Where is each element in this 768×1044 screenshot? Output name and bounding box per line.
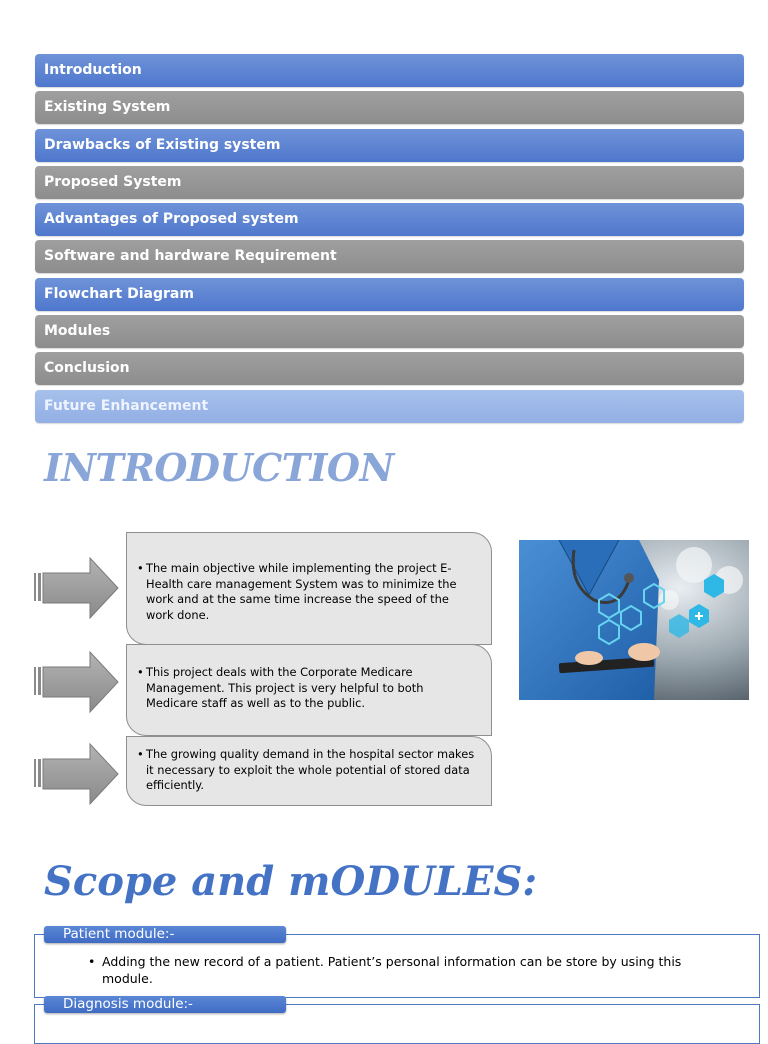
module-tab-patient: Patient module:- — [44, 926, 286, 943]
introduction-title: INTRODUCTION — [44, 445, 394, 490]
scope-title: Scope and mODULES: — [44, 858, 538, 905]
agenda-item-advantages[interactable]: Advantages of Proposed system — [35, 203, 744, 236]
intro-bullet-text: The growing quality demand in the hospital sector makes it necessary to exploit the whole potential of stored data efficiently. — [146, 747, 475, 792]
module-tab-diagnosis: Diagnosis module:- — [44, 996, 286, 1013]
agenda-item-introduction[interactable]: Introduction — [35, 54, 744, 87]
bullet-marker: • — [137, 665, 144, 679]
agenda-item-existing-system[interactable]: Existing System — [35, 91, 744, 124]
bullet-marker: • — [137, 561, 144, 575]
intro-bullet-text: This project deals with the Corporate Medicare Management. This project is very helpful to both Medicare staff as well as to the public. — [146, 665, 424, 710]
agenda-list — [35, 54, 744, 427]
agenda-item-flowchart[interactable]: Flowchart Diagram — [35, 278, 744, 311]
agenda-item-requirements[interactable]: Software and hardware Requirement — [35, 240, 744, 273]
module-description — [88, 954, 728, 987]
bullet-marker: • — [137, 747, 144, 761]
agenda-item-future-enhancement[interactable]: Future Enhancement — [35, 390, 744, 423]
agenda-item-proposed-system[interactable]: Proposed System — [35, 166, 744, 199]
agenda-item-modules[interactable]: Modules — [35, 315, 744, 348]
intro-bullet-box — [126, 644, 492, 736]
module-description-text: Adding the new record of a patient. Patient’s personal information can be store by using this module. — [102, 954, 682, 986]
agenda-item-drawbacks[interactable]: Drawbacks of Existing system — [35, 129, 744, 162]
intro-bullet-box — [126, 532, 492, 645]
arrow-right-icon — [30, 742, 122, 806]
intro-bullet-box — [126, 736, 492, 806]
arrow-right-icon — [30, 556, 122, 620]
doctor-tablet-image — [519, 540, 749, 700]
bullet-marker: • — [88, 954, 96, 969]
agenda-item-conclusion[interactable]: Conclusion — [35, 352, 744, 385]
arrow-right-icon — [30, 650, 122, 714]
intro-bullet-text: The main objective while implementing the project E-Health care management System was to minimize the work and at the same time increase the speed of the work done. — [146, 561, 457, 622]
